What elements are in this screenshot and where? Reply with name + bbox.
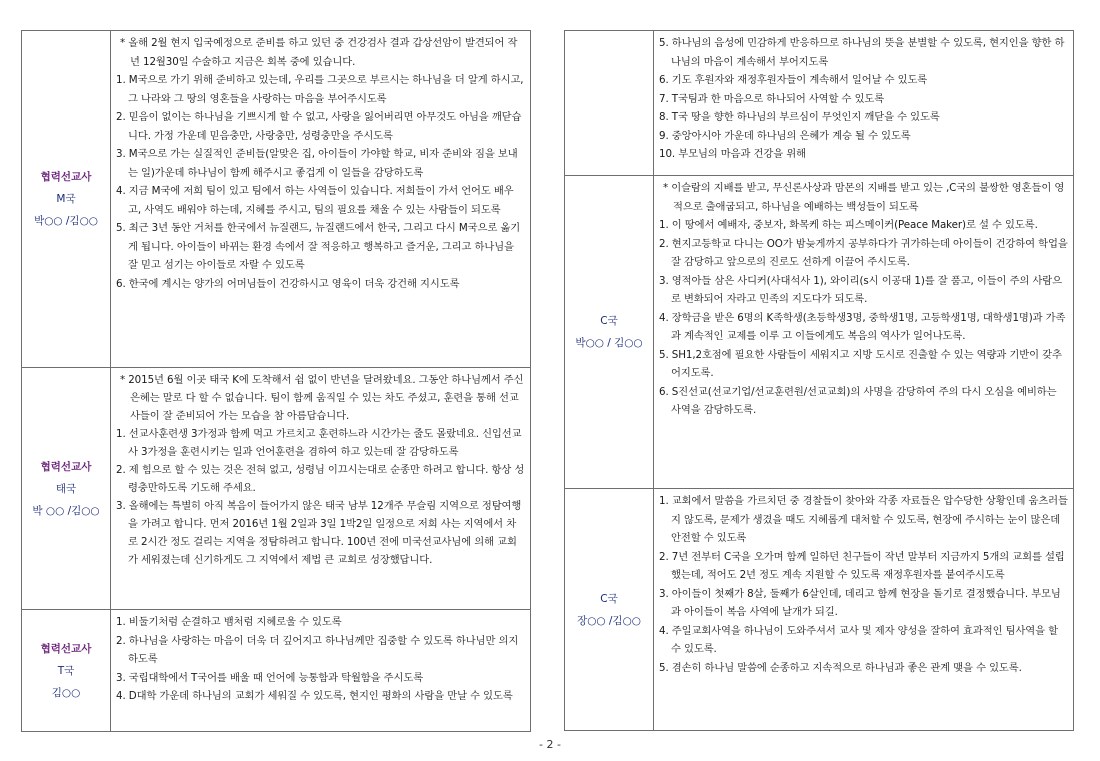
prayer-content-cell <box>111 368 531 610</box>
prayer-item: 4. 장학금을 받은 6명의 K족학생(초등학생3명, 중학생1명, 고등학생1명, 대학생1명)과 가족과 계속적인 교제를 이루 고 이들에게도 복음의 역사가 일어나도록. <box>659 311 1066 342</box>
prayer-note: * 올해 2월 현지 입국예정으로 준비를 하고 있던 중 건강검사 결과 갑상선암이 발견되어 작년 12월30일 수술하고 지금은 회복 중에 있습니다. <box>120 37 518 68</box>
prayer-item: 5. 하나님의 음성에 민감하게 반응하므로 하나님의 뜻을 분별할 수 있도록, 현지인을 향한 하나님의 마음이 계속해서 부어지도록 <box>659 37 1065 68</box>
missionary-names: 박 ○○ /김○○ <box>32 504 100 517</box>
prayer-item: 5. 겸손히 하나님 말씀에 순종하고 지속적으로 하나님과 좋은 관계 맺을 수 있도록. <box>659 661 1022 674</box>
prayer-note: * 2015년 6월 이곳 태국 K에 도착해서 쉼 없이 반년을 달려왔네요. 그동안 하나님께서 주신 은혜는 말로 다 할 수 없습니다. 팀이 함께 움직일 수 있는 차도 주셨고, 훈련을 통해 선교사들이 잘 준비되어 가는 모습을 참 아름답습니다. <box>120 374 524 422</box>
prayer-item: 3. M국으로 가는 실질적인 준비들(알맞은 집, 아이들이 가야할 학교, 비자 준비와 짐을 보내는 일)가운데 하나님이 함께 해주시고 좋겁게 이 일들을 감당하도록 <box>116 148 518 179</box>
prayer-item: 3. 국립대학에서 T국어를 배울 때 언어에 능통함과 탁월함을 주시도록 <box>116 671 424 684</box>
prayer-item: 4. 지금 M국에 저희 팀이 있고 팀에서 하는 사역들이 있습니다. 저희들이 가서 언어도 배우고, 사역도 배워야 하는데, 지혜를 주시고, 팀의 필요를 채울 수 있는 사람들이 되도록 <box>116 185 514 216</box>
prayer-item: 1. 비둘기처럼 순결하고 뱀처럼 지혜로울 수 있도록 <box>116 616 342 628</box>
missionary-label-cell <box>565 489 654 731</box>
missionary-names: 장○○ /김○○ <box>577 614 641 627</box>
right-prayer-table <box>564 30 1074 731</box>
missionary-names: 박○○ / 김○○ <box>575 337 643 349</box>
missionary-country: C국 <box>600 592 618 605</box>
prayer-item: 2. 믿음이 없이는 하나님을 기쁘시게 할 수 없고, 사랑을 잃어버리면 아무것도 아님을 깨닫습니다. 가정 가운데 믿음충만, 사랑충만, 성령충만을 주시도록 <box>116 111 522 142</box>
prayer-item: 10. 부모님의 마음과 건강을 위해 <box>659 148 806 160</box>
missionary-country: T국 <box>57 664 75 677</box>
prayer-item: 6. S진선교(선교기업/선교훈련원/선교교회)의 사명을 감당하여 주의 다시 오심을 예비하는 사역을 감당하도록. <box>659 385 1057 416</box>
table-row <box>22 31 531 368</box>
prayer-item: 2. 하나님을 사랑하는 마음이 더욱 더 깊어지고 하나님께만 집중할 수 있도록 하나님만 의지하도록 <box>116 634 519 665</box>
page-number: - 2 - <box>539 738 561 751</box>
prayer-item: 2. 7년 전부터 C국을 오가며 함께 일하던 친구들이 작년 말부터 지금까지 5개의 교회를 설립했는데, 적어도 2년 정도 계속 지원할 수 있도록 재정후원자를 붙여주시도록 <box>659 550 1065 581</box>
missionary-names: 김○○ <box>51 686 81 699</box>
prayer-content-cell <box>111 610 531 732</box>
table-row <box>565 489 1074 731</box>
prayer-item: 6. 기도 후원자와 재정후원자들이 계속해서 일어날 수 있도록 <box>659 74 928 86</box>
prayer-item: 3. 올해에는 특별히 아직 복음이 들어가지 않은 태국 남부 12개주 무슬림 지역으로 정탐여행을 가려고 합니다. 먼저 2016년 1월 2일과 3일 1박2일 일정으로 저희 사는 지역에서 차로 2시간 정도 걸리는 지역을 정탐하려고 합니다. 100년 전에 미국선교사님에 의해 교회가 세워졌는데 신기하게도 그 지역에서 제법 큰 교회로 성장했답니다. <box>116 500 522 566</box>
missionary-title: 협력선교사 <box>40 171 92 183</box>
prayer-item: 6. 한국에 계시는 양가의 어머님들이 건강하시고 영육이 더욱 강건해 지시도록 <box>116 277 460 290</box>
prayer-item: 1. 교회에서 말씀을 가르치던 중 경찰들이 찾아와 각종 자료들은 압수당한 상황인데 움츠러들지 않도록, 문제가 생겼을 때도 지혜롭게 대처할 수 있도록, 현장에 주시하는 눈이 많은데 안전할 수 있도록 <box>659 495 1068 544</box>
prayer-item: 4. D대학 가운데 하나님의 교회가 세워질 수 있도록, 현지인 평화의 사람을 만날 수 있도록 <box>116 690 513 702</box>
prayer-item: 2. 현지고등학교 다니는 OO가 밤늦게까지 공부하다가 귀가하는데 아이들이 건강하여 학업을 잘 감당하고 앞으로의 진로도 선하게 이끌어 주시도록. <box>659 237 1068 268</box>
missionary-country: 태국 <box>55 482 77 495</box>
table-row <box>22 368 531 610</box>
missionary-country: M국 <box>56 193 76 205</box>
table-row <box>22 610 531 732</box>
table-row <box>565 31 1074 176</box>
prayer-content-cell <box>654 176 1074 489</box>
prayer-item: 4. 주일교회사역을 하나님이 도와주셔서 교사 및 제자 양성을 잘하여 효과적인 팀사역을 할 수 있도록. <box>659 624 1059 655</box>
prayer-item: 1. 선교사훈련생 3가정과 함께 먹고 가르치고 훈련하느라 시간가는 줄도 몰랐네요. 신입선교사 3가정을 훈련시키는 일과 언어훈련을 겸하여 하고 있는데 잘 감당하도록 <box>116 428 522 458</box>
prayer-content-cell <box>111 31 531 368</box>
missionary-names: 박○○ /김○○ <box>34 215 98 227</box>
prayer-item: 9. 중앙아시아 가운데 하나님의 은혜가 계승 될 수 있도록 <box>659 129 911 142</box>
missionary-label-cell <box>22 31 111 368</box>
prayer-item: 3. 영적아들 삼은 사디커(사대석사 1), 와이리(s시 이공대 1)를 잘 품고, 이들이 주의 사람으로 변화되어 자라고 민족의 지도다가 되도록. <box>659 274 1062 305</box>
prayer-item: 1. M국으로 가기 위해 준비하고 있는데, 우리를 그곳으로 부르시는 하나님을 더 알게 하시고, 그 나라와 그 땅의 영혼들을 사랑하는 마음을 부어주시도록 <box>116 74 524 105</box>
prayer-item: 1. 이 땅에서 예배자, 중보자, 화목케 하는 피스메이커(Peace Maker)로 설 수 있도록. <box>659 219 1038 231</box>
prayer-item: 5. SH1,2호점에 필요한 사람들이 세워지고 지방 도시로 진출할 수 있는 역량과 기반이 갖추어지도록. <box>659 348 1062 379</box>
left-prayer-table <box>21 30 531 732</box>
prayer-content-cell <box>654 31 1074 176</box>
missionary-label-cell <box>22 368 111 610</box>
missionary-label-cell <box>22 610 111 732</box>
prayer-item: 2. 제 힘으로 할 수 있는 것은 전혀 없고, 성령님 이끄시는대로 순종만 하려고 합니다. 항상 성령충만하도록 기도해 주세요. <box>116 464 525 494</box>
prayer-item: 5. 최근 3년 동안 거처를 한국에서 뉴질랜드, 뉴질랜드에서 한국, 그리고 다시 M국으로 옮기게 됩니다. 아이들이 바뀌는 환경 속에서 잘 적응하고 행복하고 즐거운, 그리고 하나님을 잘 믿고 섬기는 아이들로 자랄 수 있도록 <box>116 222 521 271</box>
prayer-item: 8. T국 땅을 향한 하나님의 부르심이 무엇인지 깨닫을 수 있도록 <box>659 111 940 123</box>
missionary-title: 협력선교사 <box>40 642 92 655</box>
missionary-label-cell <box>565 31 654 176</box>
prayer-content-cell <box>654 489 1074 731</box>
prayer-item: 3. 아이들이 첫째가 8살, 둘째가 6살인데, 데리고 함께 현장을 돌기로 결정했습니다. 부모님과 아이들이 복음 사역에 날개가 되길. <box>659 587 1061 618</box>
missionary-title: 협력선교사 <box>40 460 92 473</box>
missionary-label-cell <box>565 176 654 489</box>
table-row <box>565 176 1074 489</box>
prayer-note: * 이슬람의 지배를 받고, 무신론사상과 맘몬의 지배를 받고 있는 ,C국의 불쌍한 영혼들이 영적으로 출애굽되고, 하나님을 예배하는 백성들이 되도록 <box>663 182 1065 213</box>
missionary-country: C국 <box>600 315 618 327</box>
prayer-item: 7. T국팀과 한 마음으로 하나되어 사역할 수 있도록 <box>659 92 885 105</box>
